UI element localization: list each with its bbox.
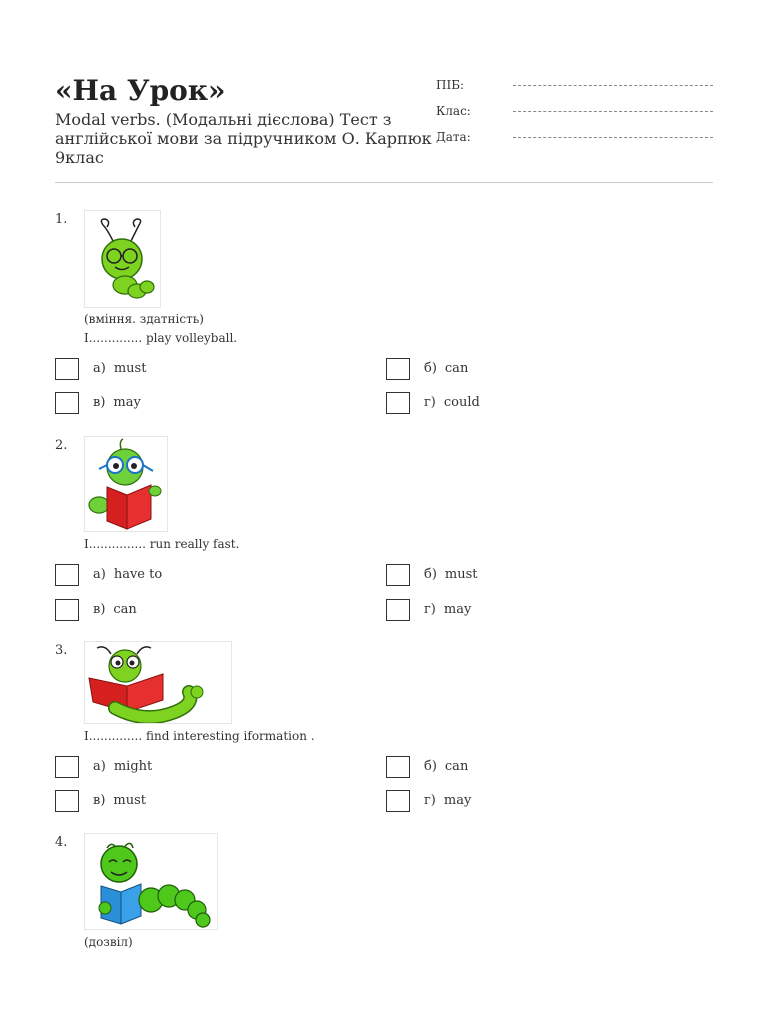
question-3-text: I.............. find interesting iformation .: [84, 729, 315, 743]
name-field[interactable]: [436, 78, 714, 92]
q3-option-a: а) might: [93, 759, 153, 774]
name-field-line[interactable]: [513, 85, 713, 86]
q1-option-c: в) may: [93, 395, 141, 410]
date-field-line[interactable]: [513, 137, 713, 138]
question-3-number: 3.: [55, 643, 68, 658]
class-field-line[interactable]: [513, 111, 713, 112]
page-title: «На Урок»: [55, 74, 226, 107]
q1-option-d: г) could: [424, 395, 480, 410]
question-1-text: I.............. play volleyball.: [84, 331, 238, 345]
q1-option-a-checkbox[interactable]: [55, 358, 79, 380]
q3-option-a-checkbox[interactable]: [55, 756, 79, 778]
class-field[interactable]: [436, 104, 714, 118]
caterpillar-reading-red-book-icon: [84, 436, 168, 532]
caterpillar-with-glasses-icon: [84, 210, 161, 308]
q1-option-b: б) can: [424, 361, 469, 376]
question-1-hint: (вміння. здатність): [84, 312, 204, 326]
q2-option-a: а) have to: [93, 567, 163, 582]
question-2-number: 2.: [55, 438, 68, 453]
q3-option-d: г) may: [424, 793, 472, 808]
name-field-label: ПІБ:: [436, 78, 465, 92]
q2-option-c: в) can: [93, 602, 137, 617]
q3-option-b-checkbox[interactable]: [386, 756, 410, 778]
date-field[interactable]: [436, 130, 714, 144]
q2-option-d: г) may: [424, 602, 472, 617]
question-2-text: I............... run really fast.: [84, 537, 240, 551]
question-4-hint: (дозвіл): [84, 935, 133, 949]
caterpillar-with-blue-book-icon: [84, 833, 218, 930]
q2-option-b: б) must: [424, 567, 478, 582]
q2-option-b-checkbox[interactable]: [386, 564, 410, 586]
q1-option-d-checkbox[interactable]: [386, 392, 410, 414]
q1-option-a: а) must: [93, 361, 147, 376]
q2-option-d-checkbox[interactable]: [386, 599, 410, 621]
question-1-number: 1.: [55, 212, 68, 227]
question-4-number: 4.: [55, 835, 68, 850]
q3-option-c-checkbox[interactable]: [55, 790, 79, 812]
q3-option-c: в) must: [93, 793, 146, 808]
q1-option-c-checkbox[interactable]: [55, 392, 79, 414]
page-subtitle: Modal verbs. (Модальні дієслова) Тест з англійської мови за підручником О. Карпюк 9клас: [55, 110, 432, 167]
caterpillar-reading-open-book-icon: [84, 641, 232, 724]
class-field-label: Клас:: [436, 104, 471, 118]
q1-option-b-checkbox[interactable]: [386, 358, 410, 380]
q2-option-c-checkbox[interactable]: [55, 599, 79, 621]
q3-option-d-checkbox[interactable]: [386, 790, 410, 812]
q2-option-a-checkbox[interactable]: [55, 564, 79, 586]
q3-option-b: б) can: [424, 759, 469, 774]
date-field-label: Дата:: [436, 130, 471, 144]
header-divider: [55, 182, 713, 183]
